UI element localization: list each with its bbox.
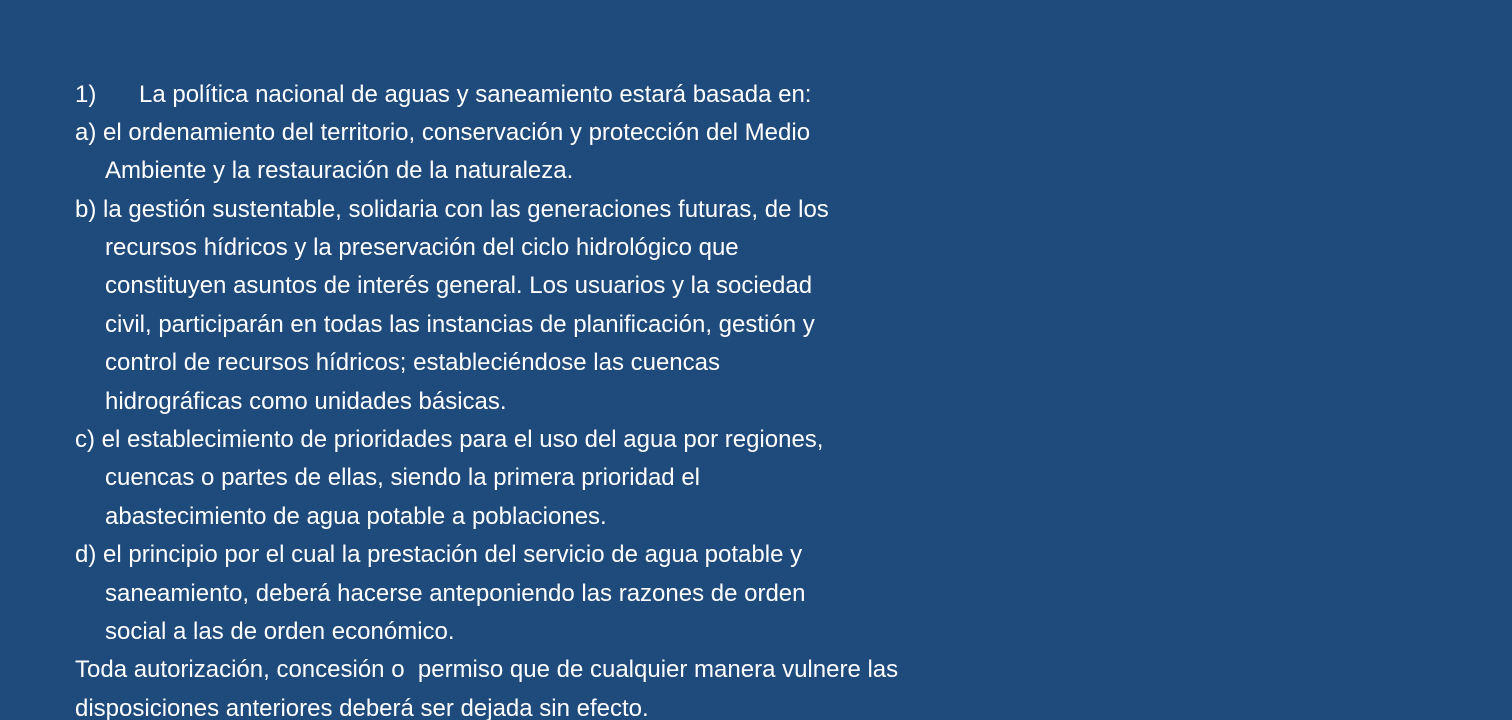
item-d-line-2: saneamiento, deberá hacerse anteponiendo las razones de orden — [105, 580, 806, 607]
closing-line-2: disposiciones anteriores deberá ser dejada sin efecto. — [75, 695, 649, 720]
item-d-line-3: social a las de orden económico. — [105, 618, 455, 645]
heading-text: La política nacional de aguas y saneamiento estará basada en: — [139, 81, 812, 109]
item-a-line-1: a) el ordenamiento del territorio, conservación y protección del Medio — [75, 119, 811, 146]
item-b-line-5: control de recursos hídricos; estableciéndose las cuencas — [105, 349, 720, 376]
item-c-line-3: abastecimiento de agua potable a poblaciones. — [105, 503, 607, 530]
item-c-line-1: c) el establecimiento de prioridades para el uso del agua por regiones, — [75, 426, 824, 453]
item-b-line-6: hidrográficas como unidades básicas. — [105, 388, 507, 415]
heading-number: 1) — [75, 81, 97, 109]
item-b-line-2: recursos hídricos y la preservación del ciclo hidrológico que — [105, 234, 739, 261]
item-b-line-3: constituyen asuntos de interés general. Los usuarios y la sociedad — [105, 272, 813, 299]
item-b-line-1: b) la gestión sustentable, solidaria con las generaciones futuras, de los — [75, 196, 829, 223]
item-a-line-2: Ambiente y la restauración de la naturaleza. — [105, 157, 574, 184]
closing-line-1: Toda autorización, concesión o permiso que de cualquier manera vulnere las — [75, 656, 899, 683]
item-d-line-1: d) el principio por el cual la prestación del servicio de agua potable y — [75, 541, 803, 568]
item-b-line-4: civil, participarán en todas las instancias de planificación, gestión y — [105, 311, 815, 338]
item-c-line-2: cuencas o partes de ellas, siendo la primera prioridad el — [105, 464, 700, 491]
